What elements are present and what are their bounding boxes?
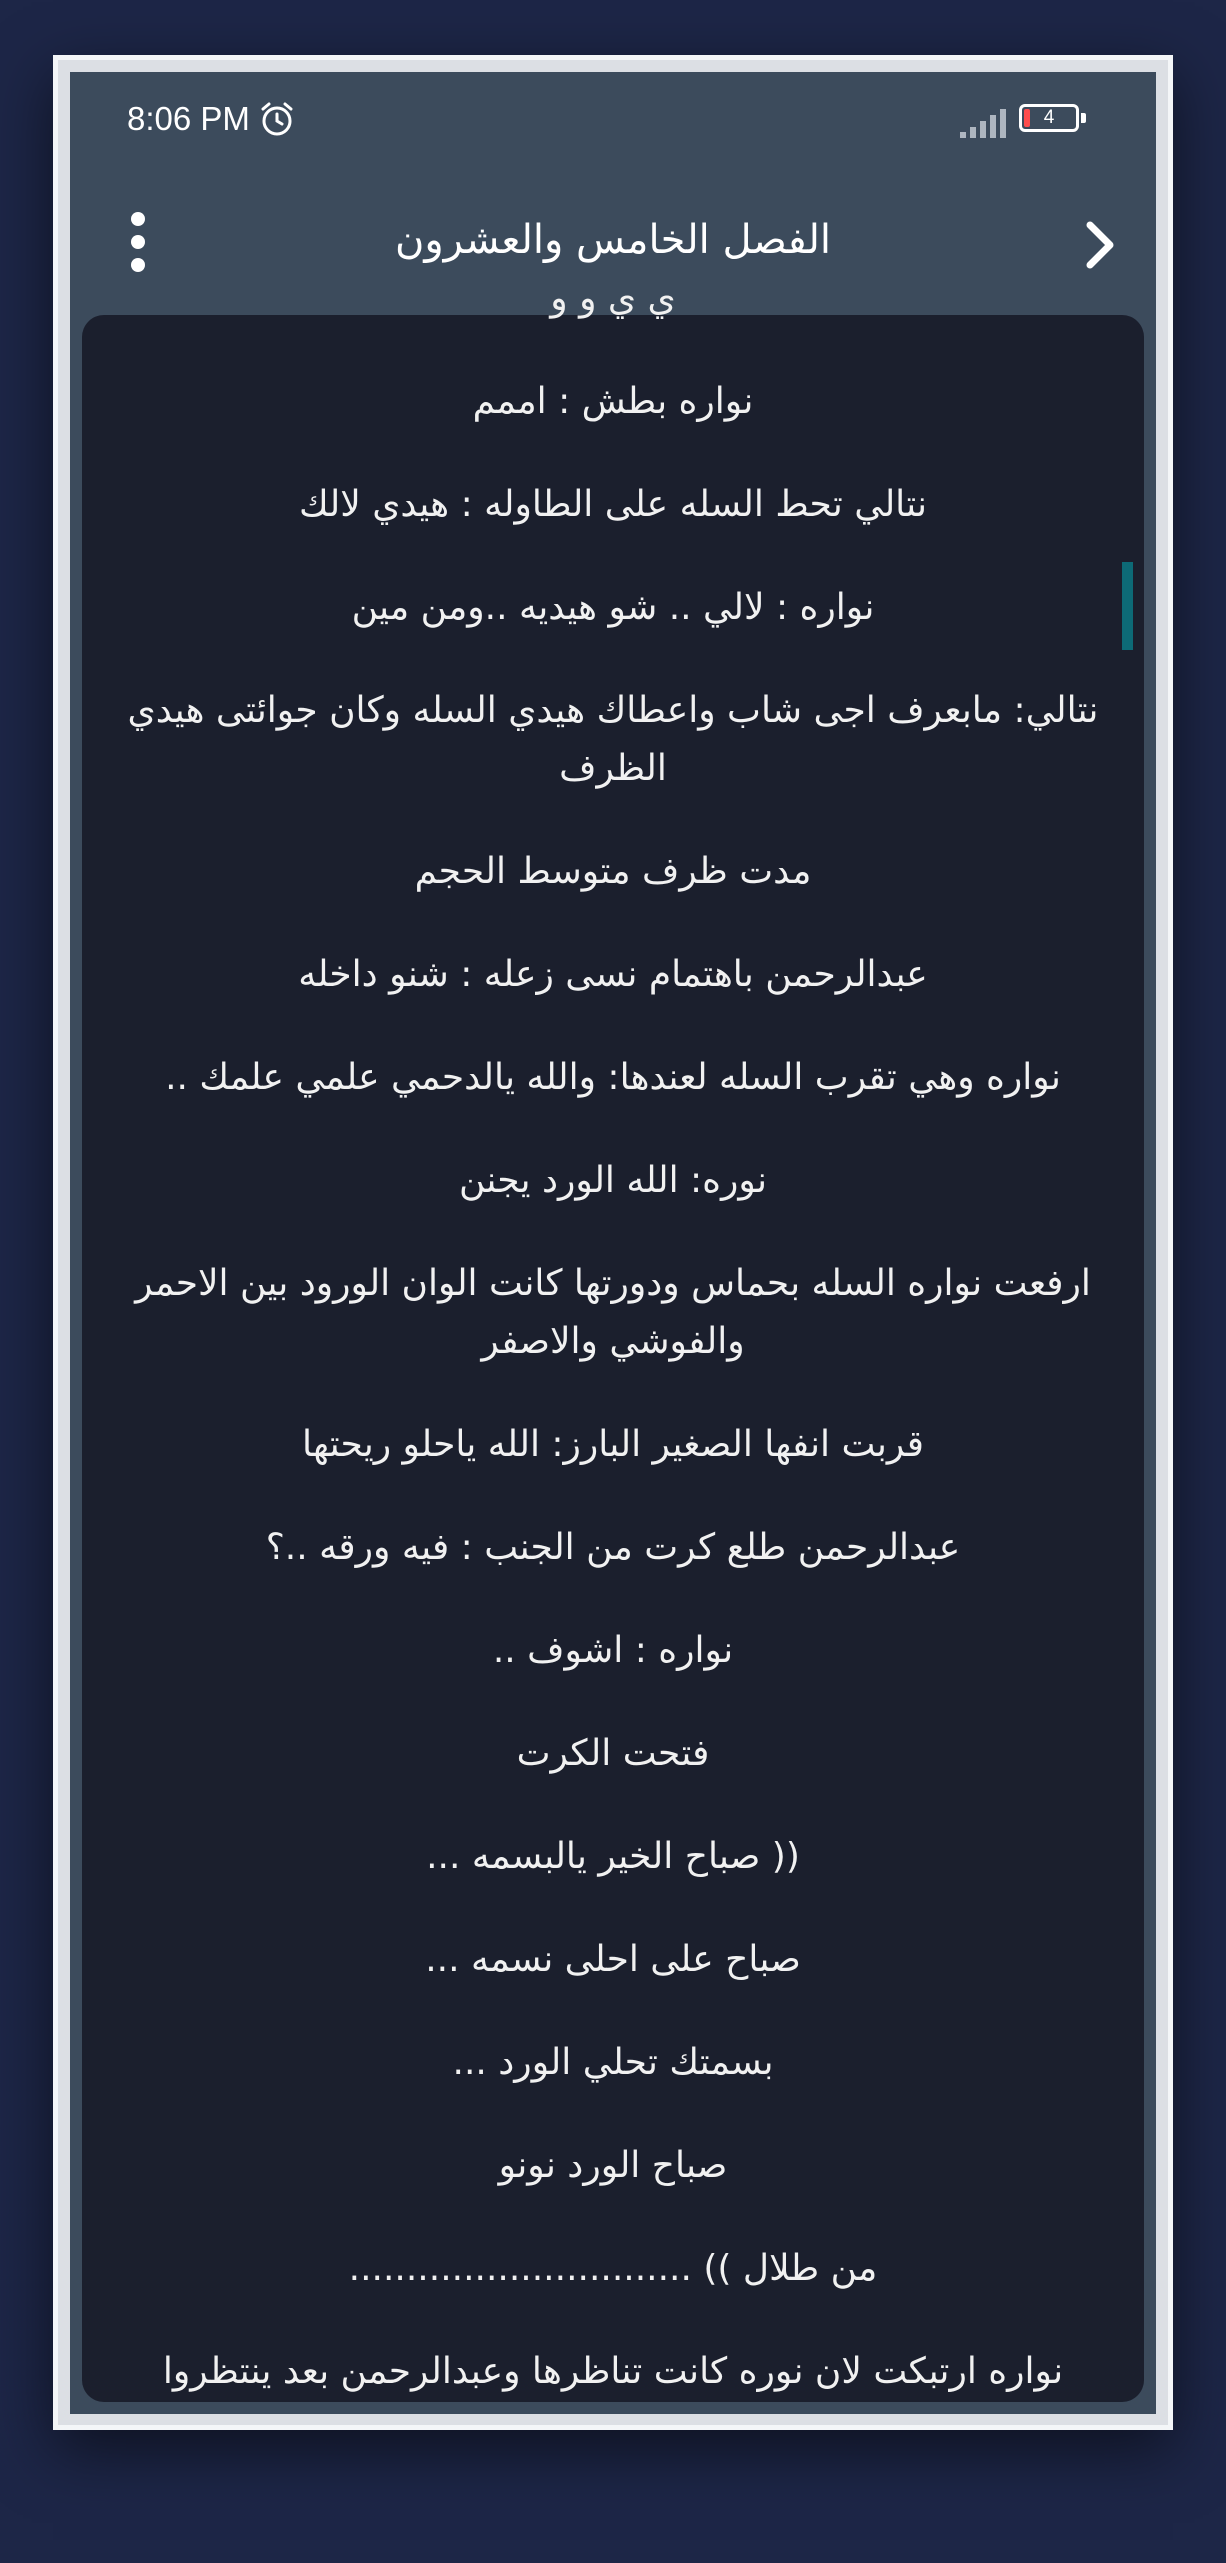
paragraph: مدت ظرف متوسط الحجم xyxy=(414,851,812,892)
paragraph: صباح الورد نونو xyxy=(498,2145,728,2186)
chapter-title: الفصل الخامس والعشرون xyxy=(394,217,832,263)
paragraph: نواره بطش : اممم xyxy=(472,381,754,422)
paragraph: صباح على احلى نسمه ... xyxy=(425,1939,801,1980)
status-bar xyxy=(70,72,1156,172)
paragraph: نتالي: مابعرف اجى شاب واعطاك هيدي السله وكان جوائتى هيدي الظرف xyxy=(127,690,1099,789)
paragraph: عبدالرحمن باهتمام نسى زعله : شنو داخله xyxy=(298,954,928,995)
paragraph: من طلال )) .............................. xyxy=(348,2248,878,2289)
chapter-text-container[interactable] xyxy=(82,278,1144,2402)
status-time: 8:06 PM xyxy=(127,100,250,137)
paragraph: ي ي و و xyxy=(550,278,676,319)
signal-strength-icon xyxy=(958,108,1008,138)
paragraph: نواره ارتبكت لان نوره كانت تناظرها وعبدالرحمن بعد ينتظروا xyxy=(162,2351,1064,2392)
paragraph: ارفعت نواره السله بحماس ودورتها كانت الوان الورود بين الاحمر والفوشي والاصفر xyxy=(135,1263,1091,1362)
chapter-paragraphs xyxy=(82,270,1144,2446)
paragraph: نوره: الله الورد يجنن xyxy=(458,1160,768,1201)
paragraph: بسمتك تحلي الورد ... xyxy=(452,2042,774,2083)
paragraph: نواره : اشوف .. xyxy=(492,1630,734,1671)
scrollbar-thumb[interactable] xyxy=(1122,562,1133,650)
paragraph: (( صباح الخير يالبسمه ... xyxy=(426,1836,800,1877)
paragraph: فتحت الكرت xyxy=(516,1733,710,1774)
paragraph: قربت انفها الصغير البارز: الله ياحلو ريحتها xyxy=(302,1424,924,1465)
battery-icon xyxy=(1019,104,1091,138)
more-vertical-icon xyxy=(131,212,145,226)
battery-level-text: 4 xyxy=(1043,107,1055,128)
paragraph: نتالي تحط السله على الطاوله : هيدي لالك xyxy=(298,484,928,525)
paragraph: نواره : لالي .. شو هيديه ..ومن مين xyxy=(351,587,875,628)
paragraph: نواره وهي تقرب السله لعندها: والله يالدحمي علمي علمك .. xyxy=(165,1057,1061,1098)
app-screen xyxy=(70,72,1156,2414)
alarm-clock-icon xyxy=(258,100,296,138)
paragraph: عبدالرحمن طلع كرت من الجنب : فيه ورقه ..؟ xyxy=(265,1527,961,1568)
